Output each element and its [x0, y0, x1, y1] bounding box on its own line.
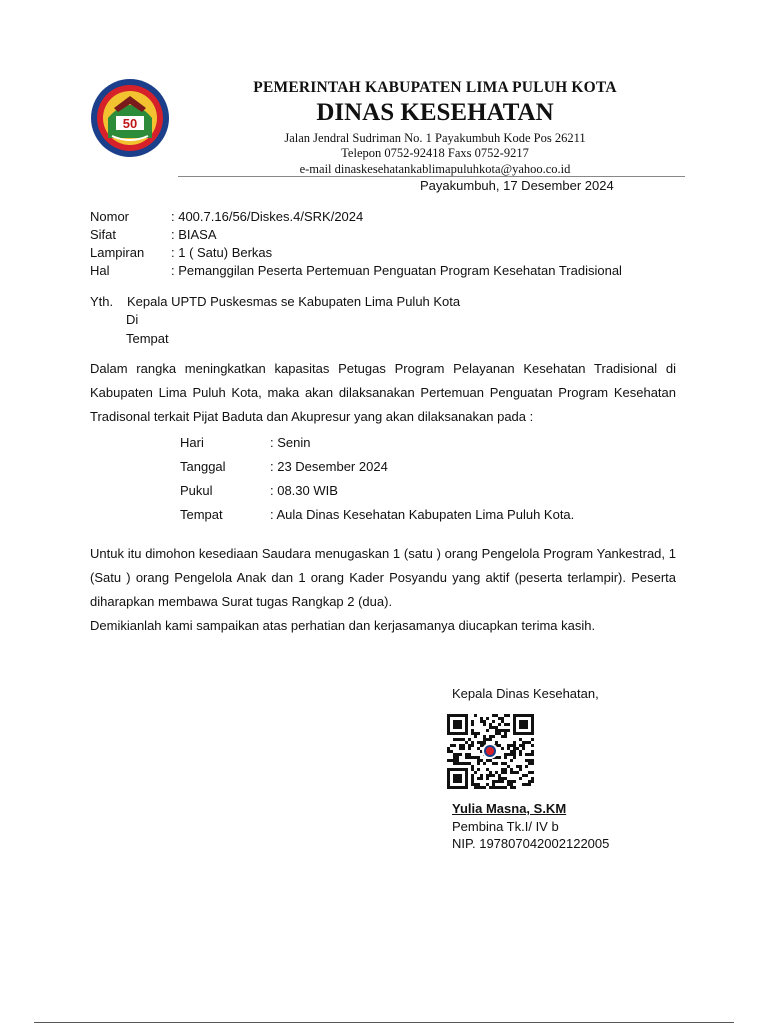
meta-label: Hal	[90, 263, 110, 278]
body-paragraph: Untuk itu dimohon kesediaan Saudara menugaskan 1 (satu ) orang Pengelola Program Yankestrad, 1 (Satu ) orang Pengelola Anak dan 1 orang Kader Posyandu yang aktif (peserta terlampir). Peserta diharapkan membawa Surat tugas Rangkap 2 (dua).	[90, 546, 676, 609]
signatory-nip: NIP. 197807042002122005	[452, 836, 610, 851]
gov-title: PEMERINTAH KABUPATEN LIMA PULUH KOTA	[253, 79, 617, 96]
recipient-yth: Yth.	[90, 294, 114, 309]
event-value: : Aula Dinas Kesehatan Kabupaten Lima Puluh Kota.	[270, 507, 575, 522]
body-paragraph: Dalam rangka meningkatkan kapasitas Petugas Program Pelayanan Kesehatan Tradisional di Kabupaten Lima Puluh Kota, maka akan dilaksanakan Pertemuan Penguatan Program Kesehatan Tradisonal terkait Pijat Baduta dan Akupresur yang akan dilaksanakan pada :	[90, 361, 676, 424]
event-label: Tanggal	[180, 459, 226, 474]
phone-line: Telepon 0752-92418 Faxs 0752-9217	[341, 146, 529, 160]
date-line: Payakumbuh, 17 Desember 2024	[420, 178, 614, 193]
meta-label: Nomor	[90, 209, 130, 224]
event-value: : Senin	[270, 435, 311, 450]
event-label: Pukul	[180, 483, 213, 498]
meta-label: Sifat	[90, 227, 117, 242]
email-line: e-mail dinaskesehatankablimapuluhkota@yahoo.co.id	[299, 162, 571, 176]
signatory-position: Kepala Dinas Kesehatan,	[452, 686, 599, 701]
event-label: Tempat	[180, 507, 223, 522]
meta-label: Lampiran	[90, 245, 145, 260]
event-label: Hari	[180, 435, 204, 450]
recipient-di: Di	[126, 312, 139, 327]
meta-value: : 400.7.16/56/Diskes.4/SRK/2024	[171, 209, 364, 224]
recipient-name: Kepala UPTD Puskesmas se Kabupaten Lima Puluh Kota	[127, 294, 461, 309]
meta-value: : 1 ( Satu) Berkas	[171, 245, 273, 260]
agency-logo	[90, 78, 170, 158]
qr-code-icon	[446, 713, 534, 789]
qr-code	[446, 713, 534, 789]
closing-paragraph: Demikianlah kami sampaikan atas perhatian dan kerjasamanya diucapkan terima kasih.	[90, 618, 596, 633]
agency-title: DINAS KESEHATAN	[316, 99, 554, 126]
event-value: : 08.30 WIB	[270, 483, 338, 498]
signatory-name: Yulia Masna, S.KM	[452, 801, 567, 816]
logo-number: 50	[122, 116, 138, 131]
address-line: Jalan Jendral Sudriman No. 1 Payakumbuh Kode Pos 26211	[284, 131, 586, 145]
event-value: : 23 Desember 2024	[270, 459, 388, 474]
meta-value: : BIASA	[171, 227, 217, 242]
header-divider	[178, 176, 685, 177]
shield-icon	[90, 78, 170, 158]
recipient-tempat: Tempat	[126, 331, 169, 346]
signatory-rank: Pembina Tk.I/ IV b	[452, 819, 559, 834]
meta-value: : Pemanggilan Peserta Pertemuan Penguatan Program Kesehatan Tradisional	[171, 263, 622, 278]
page-bottom-line	[34, 1022, 734, 1023]
